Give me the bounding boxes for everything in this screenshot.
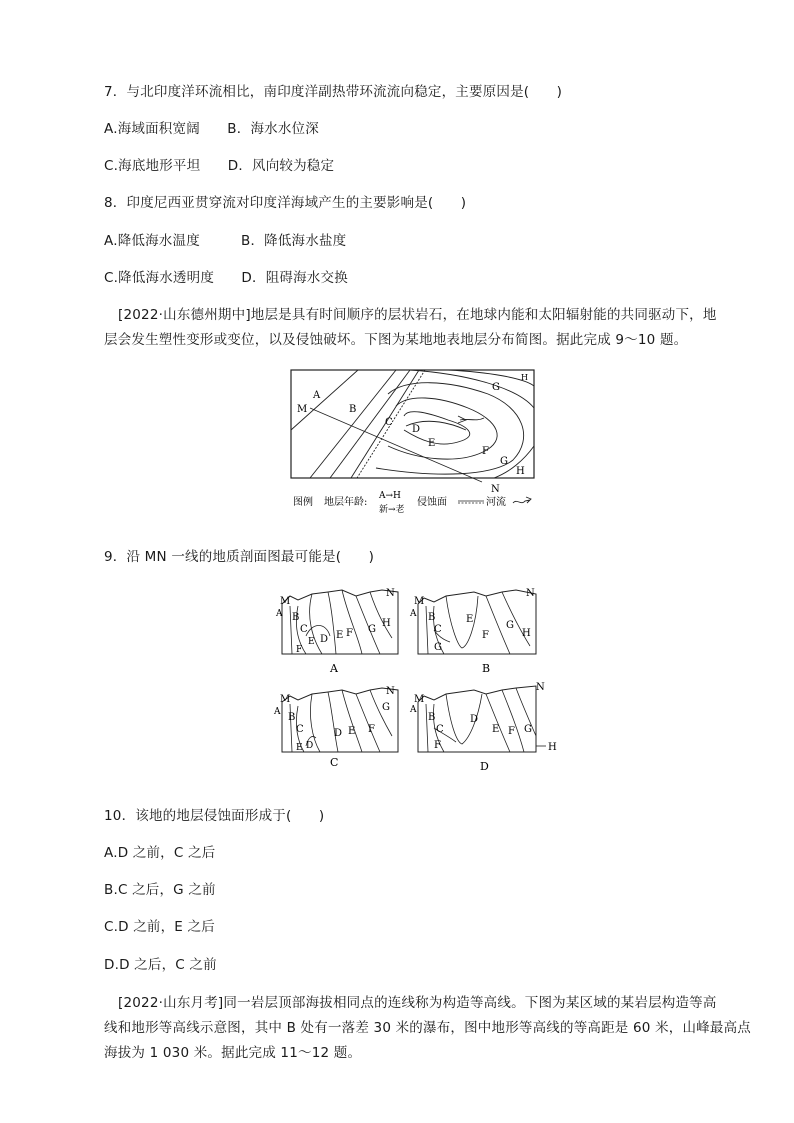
svg-text:F: F <box>482 630 489 641</box>
q7-options-ab: A.海域面积宽阔 B．海水水位深 <box>104 121 319 137</box>
strata-map-figure <box>288 368 540 513</box>
svg-text:D: D <box>320 634 329 645</box>
svg-text:G: G <box>524 724 532 735</box>
map-label-a: A <box>313 390 321 401</box>
passage2-line1: [2022·山东月考]同一岩层顶部海拔相同点的连线称为构造等高线。下图为某区域的某岩层构造等高 <box>118 995 717 1011</box>
svg-text:E: E <box>348 726 356 737</box>
q10-option-b: B.C 之后，G 之前 <box>104 882 216 898</box>
section-panel-d <box>406 682 566 774</box>
svg-text:A: A <box>274 707 281 717</box>
svg-text:B: B <box>292 612 300 623</box>
q10-option-a: A.D 之前，C 之后 <box>104 845 216 861</box>
map-label-e: E <box>428 438 436 449</box>
svg-text:F: F <box>296 645 303 655</box>
q8-stem: 8．印度尼西亚贯穿流对印度洋海域产生的主要影响是( ) <box>104 195 467 211</box>
section-panel-b <box>406 586 542 678</box>
svg-text:M: M <box>280 694 291 705</box>
svg-text:D: D <box>334 728 343 739</box>
section-a-m: M <box>280 596 291 607</box>
svg-text:A: A <box>410 705 417 715</box>
svg-text:C: C <box>300 624 308 635</box>
svg-text:C: C <box>434 624 442 635</box>
svg-text:M: M <box>414 694 425 705</box>
map-label-g: G <box>492 382 500 393</box>
legend-age-top: A→H <box>379 491 401 501</box>
q8-options-ab: A.降低海水温度 B．降低海水盐度 <box>104 233 347 249</box>
svg-text:H: H <box>522 628 531 639</box>
legend-age-label: 地层年龄: <box>324 497 368 508</box>
svg-text:H: H <box>382 618 391 629</box>
svg-text:G: G <box>506 620 514 631</box>
svg-text:A: A <box>276 609 283 619</box>
svg-text:E: E <box>296 743 303 753</box>
map-label-d: D <box>412 424 421 435</box>
svg-text:F: F <box>368 724 375 735</box>
svg-text:B: B <box>428 712 436 723</box>
q10-option-d: D.D 之后，C 之前 <box>104 957 217 973</box>
section-b-label: B <box>482 662 491 675</box>
svg-text:F: F <box>346 628 353 639</box>
svg-text:A: A <box>410 609 417 619</box>
svg-text:E: E <box>308 637 315 647</box>
map-label-b: B <box>349 404 357 415</box>
svg-text:N: N <box>526 588 535 599</box>
section-panel-a <box>272 586 406 678</box>
map-label-n: N <box>491 484 500 495</box>
svg-text:F: F <box>508 726 515 737</box>
svg-text:B: B <box>288 712 296 723</box>
passage1-line2: 层会发生塑性变形或变位，以及侵蚀破坏。下图为某地地表地层分布简图。据此完成 9～10 题。 <box>104 332 688 348</box>
map-label-m: M <box>297 404 308 415</box>
river-symbol-icon <box>513 497 531 503</box>
svg-text:D: D <box>306 741 314 751</box>
svg-text:D: D <box>470 714 479 725</box>
svg-text:B: B <box>428 612 436 623</box>
svg-text:F: F <box>434 740 441 751</box>
svg-text:C: C <box>296 724 304 735</box>
legend-age-bottom: 新→老 <box>379 505 405 513</box>
svg-text:M: M <box>414 596 425 607</box>
passage2-line2: 线和地形等高线示意图，其中 B 处有一落差 30 米的瀑布，图中地形等高线的等高距是 60 米，山峰最高点 <box>104 1020 751 1036</box>
q10-option-c: C.D 之前，E 之后 <box>104 919 215 935</box>
q7-options-cd: C.海底地形平坦 D．风向较为稳定 <box>104 158 335 174</box>
legend-erosion: 侵蚀面 <box>417 497 447 508</box>
section-a-label: A <box>330 662 338 675</box>
section-c-label: C <box>330 756 339 769</box>
map-label-h2: H <box>516 466 525 477</box>
svg-text:G: G <box>434 642 442 653</box>
q10-stem: 10．该地的地层侵蚀面形成于( ) <box>104 808 325 824</box>
svg-text:G: G <box>382 702 390 713</box>
legend-title: 图例 <box>293 497 313 508</box>
map-label-f: F <box>482 446 489 457</box>
svg-text:G: G <box>368 624 376 635</box>
svg-text:N: N <box>386 588 395 599</box>
legend-river: 河流 <box>486 497 506 508</box>
section-panel-c <box>272 686 406 770</box>
svg-text:H: H <box>548 742 557 753</box>
passage2-line3: 海拔为 1 030 米。据此完成 11～12 题。 <box>104 1045 362 1061</box>
map-label-c: C <box>385 417 393 428</box>
svg-text:E: E <box>336 630 344 641</box>
section-d-label: D <box>480 760 489 773</box>
map-label-h: H <box>521 373 528 382</box>
q9-stem: 9．沿 MN 一线的地质剖面图最可能是( ) <box>104 549 375 565</box>
passage1-line1: [2022·山东德州期中]地层是具有时间顺序的层状岩石，在地球内能和太阳辐射能的共同驱动下，地 <box>118 307 717 323</box>
svg-text:E: E <box>492 724 500 735</box>
q8-options-cd: C.降低海水透明度 D．阻碍海水交换 <box>104 270 348 286</box>
svg-text:C: C <box>436 724 444 735</box>
map-label-g2: G <box>500 456 508 467</box>
q7-stem: 7．与北印度洋环流相比，南印度洋副热带环流流向稳定，主要原因是( ) <box>104 84 563 100</box>
svg-text:E: E <box>466 614 474 625</box>
svg-text:N: N <box>386 686 395 697</box>
svg-text:N: N <box>536 682 545 693</box>
